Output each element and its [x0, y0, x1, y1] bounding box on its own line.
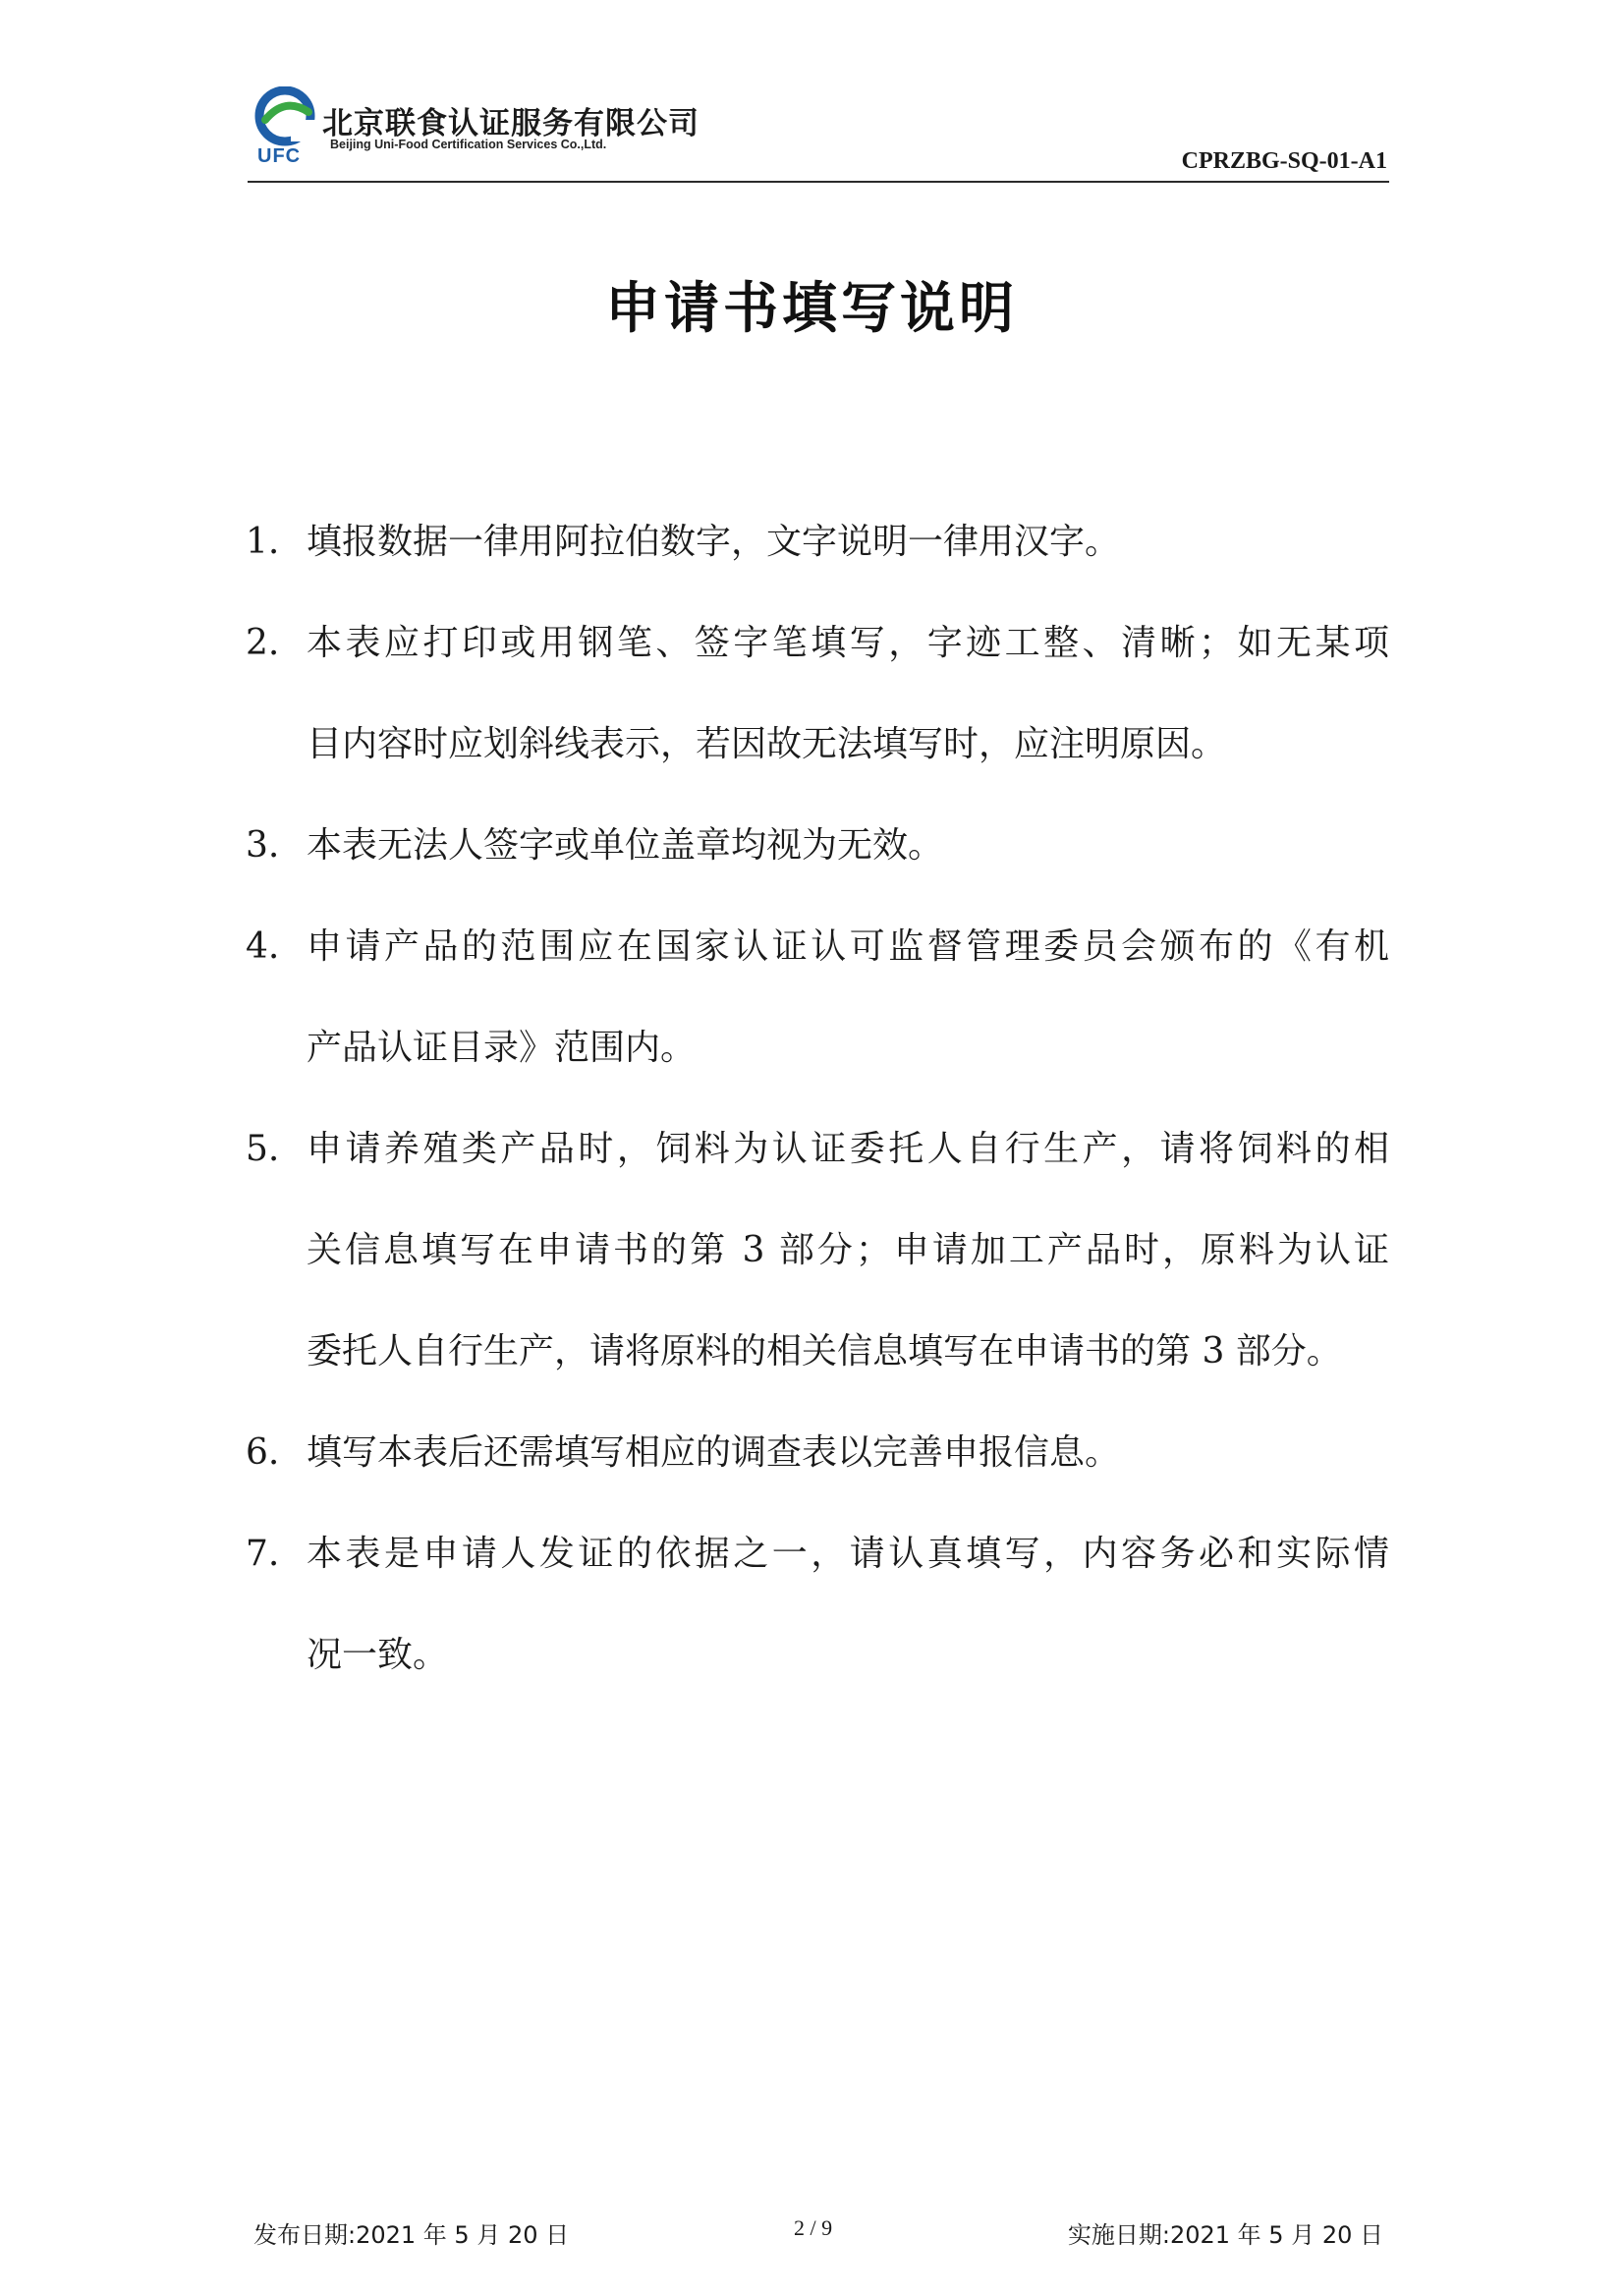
item-number: 4.: [246, 926, 280, 967]
instruction-item: [246, 896, 1389, 1098]
item-number: 5.: [246, 1129, 280, 1169]
company-name: 北京联食认证服务有限公司: [322, 106, 700, 141]
item-text: 本表应打印或用钢笔、签字笔填写，字迹工整、清晰；如无某项: [307, 623, 1389, 663]
instruction-list: [246, 491, 1389, 1706]
page-header: [248, 83, 1389, 183]
page-footer: [253, 2215, 1383, 2255]
item-text: 委托人自行生产，请将原料的相关信息填写在申请书的第 3 部分。: [307, 1331, 1342, 1372]
item-text: 填报数据一律用阿拉伯数字，文字说明一律用汉字。: [307, 522, 1121, 562]
item-text: 本表是申请人发证的依据之一，请认真填写，内容务必和实际情: [307, 1534, 1389, 1574]
item-number: 1.: [246, 522, 280, 562]
company-name-en: Beijing Uni-Food Certification Services Co.,Ltd.: [330, 138, 607, 151]
logo-abbreviation: UFC: [257, 145, 302, 167]
instruction-item: [246, 1098, 1389, 1402]
instruction-item: [246, 1402, 1389, 1503]
item-number: 3.: [246, 825, 280, 866]
item-text: 申请养殖类产品时，饲料为认证委托人自行生产，请将饲料的相: [307, 1129, 1389, 1169]
company-logo: [248, 83, 700, 176]
instruction-item: [246, 795, 1389, 896]
instruction-item: [246, 491, 1389, 592]
document-code: CPRZBG-SQ-01-A1: [1181, 148, 1387, 174]
item-number: 7.: [246, 1534, 280, 1574]
item-text: 填写本表后还需填写相应的调查表以完善申报信息。: [307, 1432, 1121, 1473]
page-number: 2 / 9: [794, 2215, 833, 2240]
item-text: 况一致。: [307, 1635, 449, 1675]
item-text: 目内容时应划斜线表示，若因故无法填写时，应注明原因。: [307, 724, 1227, 764]
item-text: 本表无法人签字或单位盖章均视为无效。: [307, 825, 944, 866]
page-title: 申请书填写说明: [605, 276, 1018, 341]
item-number: 6.: [246, 1432, 280, 1473]
instruction-item: [246, 1503, 1389, 1706]
effective-date: 实施日期:2021 年 5 月 20 日: [1067, 2221, 1383, 2249]
item-number: 2.: [246, 623, 280, 663]
instruction-item: [246, 592, 1389, 795]
item-text: 申请产品的范围应在国家认证认可监督管理委员会颁布的《有机: [307, 926, 1389, 967]
ufc-logo-icon: [252, 86, 320, 147]
item-text: 关信息填写在申请书的第 3 部分；申请加工产品时，原料为认证: [307, 1230, 1389, 1270]
item-text: 产品认证目录》范围内。: [307, 1028, 697, 1068]
issue-date: 发布日期:2021 年 5 月 20 日: [253, 2221, 570, 2249]
